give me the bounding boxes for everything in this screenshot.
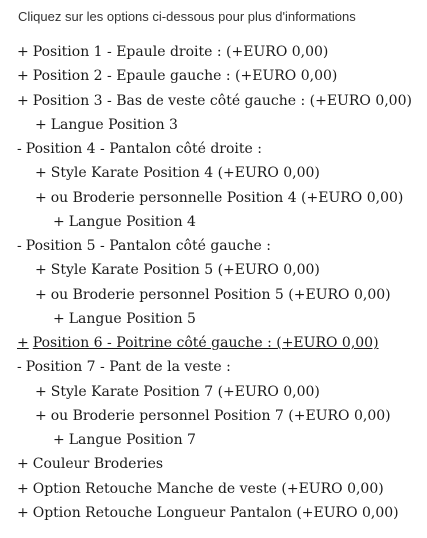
option-label[interactable]: Position 4 - Pantalon côté droite : (25, 141, 262, 157)
expand-toggle[interactable]: + (17, 480, 29, 497)
expand-toggle[interactable]: + (53, 310, 65, 327)
expand-toggle[interactable]: + (35, 189, 47, 206)
option-label[interactable]: Couleur Broderies (32, 456, 164, 473)
option-label[interactable]: Langue Position 4 (68, 213, 196, 230)
option-item[interactable] (0, 477, 427, 501)
option-label[interactable]: Langue Position 3 (50, 116, 178, 133)
option-label[interactable]: Position 7 - Pant de la veste : (25, 359, 231, 376)
collapse-toggle[interactable]: - (17, 359, 22, 376)
expand-toggle[interactable]: + (35, 407, 47, 424)
option-label[interactable]: Position 5 - Pantalon côté gauche : (25, 238, 271, 254)
option-item[interactable] (0, 428, 427, 452)
expand-toggle[interactable]: + (17, 504, 29, 521)
option-label[interactable]: Style Karate Position 5 (+EURO 0,00) (50, 262, 320, 279)
option-label[interactable]: Position 2 - Epaule gauche : (+EURO 0,00) (32, 68, 338, 85)
option-item[interactable] (0, 234, 427, 258)
option-label[interactable]: Position 6 - Poitrine côté gauche : (+EURO 0,00) (32, 335, 379, 351)
option-label[interactable]: Langue Position 7 (68, 432, 196, 448)
option-item[interactable] (0, 186, 427, 210)
option-item[interactable] (0, 452, 427, 476)
expand-toggle[interactable]: + (35, 383, 47, 400)
expand-toggle[interactable]: + (17, 456, 29, 473)
expand-toggle[interactable]: + (17, 92, 29, 109)
option-label[interactable]: Position 3 - Bas de veste côté gauche : (+EURO 0,00) (32, 92, 412, 109)
expand-toggle[interactable]: + (17, 68, 29, 85)
option-label[interactable]: ou Broderie personnel Position 7 (+EURO 0,00) (50, 407, 391, 424)
expand-toggle[interactable]: + (17, 44, 29, 60)
option-label[interactable]: Style Karate Position 7 (+EURO 0,00) (50, 383, 320, 400)
option-item[interactable] (0, 501, 427, 525)
option-item[interactable] (0, 380, 427, 404)
expand-toggle[interactable]: + (53, 432, 65, 448)
expand-toggle[interactable]: + (35, 262, 47, 279)
collapse-toggle[interactable]: - (17, 141, 22, 157)
expand-toggle[interactable]: + (35, 286, 47, 303)
option-label[interactable]: Option Retouche Longueur Pantalon (+EURO 0,00) (32, 504, 399, 521)
option-label[interactable]: ou Broderie personnel Position 5 (+EURO 0,00) (50, 286, 391, 303)
option-item[interactable] (0, 161, 427, 185)
option-label[interactable]: Style Karate Position 4 (+EURO 0,00) (50, 165, 320, 182)
expand-toggle[interactable]: + (17, 335, 29, 351)
option-item[interactable] (0, 113, 427, 137)
option-item[interactable] (0, 64, 427, 88)
expand-toggle[interactable]: + (35, 165, 47, 182)
collapse-toggle[interactable]: - (17, 238, 22, 254)
option-label[interactable]: Position 1 - Epaule droite : (+EURO 0,00) (32, 44, 329, 60)
option-item[interactable] (0, 331, 427, 355)
option-item[interactable] (0, 258, 427, 282)
option-item[interactable] (0, 89, 427, 113)
options-list (0, 40, 427, 525)
option-item[interactable] (0, 283, 427, 307)
option-item[interactable] (0, 40, 427, 64)
option-item[interactable] (0, 137, 427, 161)
instructions-text: Cliquez sur les options ci-dessous pour plus d'informations (18, 9, 356, 24)
option-label[interactable]: Option Retouche Manche de veste (+EURO 0,00) (32, 480, 384, 497)
option-label[interactable]: Langue Position 5 (68, 310, 196, 327)
option-item[interactable] (0, 307, 427, 331)
expand-toggle[interactable]: + (53, 213, 65, 230)
option-label[interactable]: ou Broderie personnelle Position 4 (+EURO 0,00) (50, 189, 404, 206)
expand-toggle[interactable]: + (35, 116, 47, 133)
option-item[interactable] (0, 210, 427, 234)
option-item[interactable] (0, 355, 427, 379)
option-item[interactable] (0, 404, 427, 428)
